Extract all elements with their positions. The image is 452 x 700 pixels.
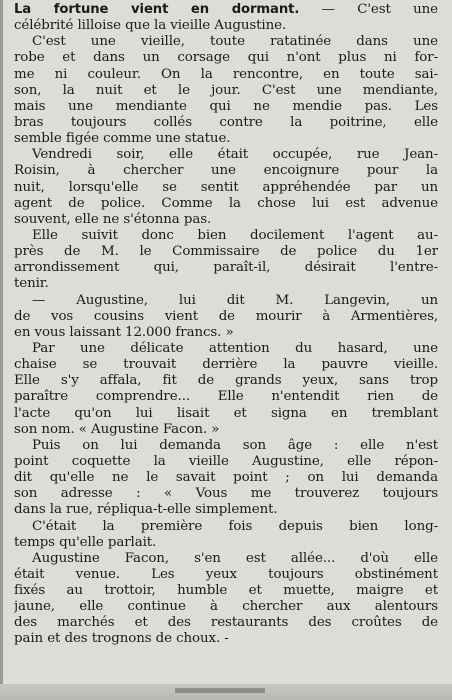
article-line: souvent, elle ne s'étonna pas. bbox=[14, 211, 212, 227]
article-line: Augustine Facon, s'en est allée... d'où elle bbox=[32, 550, 438, 566]
article-line: Puis on lui demanda son âge : elle n'est bbox=[32, 437, 438, 453]
article-line: Elle s'y affala, fit de grands yeux, sans trop bbox=[14, 373, 438, 389]
article-line: temps qu'elle parlait. bbox=[14, 534, 157, 550]
article-line: dans la rue, répliqua-t-elle simplement. bbox=[14, 502, 278, 518]
article-line: son nom. « Augustine Facon. » bbox=[14, 421, 220, 437]
bottom-rule-mark bbox=[175, 688, 265, 693]
article-line: Roisin, à chercher une encoignure pour la bbox=[14, 163, 438, 179]
article-line: tenir. bbox=[14, 276, 49, 292]
article-line: nuit, lorsqu'elle se sentit appréhendée par un bbox=[14, 179, 438, 195]
article-line: célébrité lilloise que la vieille Augustine. bbox=[14, 18, 287, 34]
article-line: était venue. Les yeux toujours obstinément bbox=[14, 566, 438, 582]
article-line: C'était la première fois depuis bien long- bbox=[32, 518, 438, 534]
article-line: dit qu'elle ne le savait point ; on lui demanda bbox=[14, 470, 438, 486]
article-line: son adresse : « Vous me trouverez toujours bbox=[14, 486, 438, 502]
article-line: chaise se trouvait derrière la pauvre vieille. bbox=[14, 357, 438, 373]
article-line: Vendredi soir, elle était occupée, rue Jean- bbox=[32, 147, 438, 163]
article-line: près de M. le Commissaire de police du 1er bbox=[14, 244, 438, 260]
article-line: arrondissement qui, paraît-il, désirait l'entre- bbox=[14, 260, 438, 276]
article-line: fixés au trottoir, humble et muette, maigre et bbox=[14, 583, 438, 599]
article-line bbox=[14, 2, 438, 18]
article-line: Par une délicate attention du hasard, une bbox=[32, 340, 438, 356]
article-line: l'acte qu'on lui lisait et signa en tremblant bbox=[14, 405, 438, 421]
article-line: paraître comprendre... Elle n'entendit rien de bbox=[14, 389, 438, 405]
article-line: — Augustine, lui dit M. Langevin, un bbox=[32, 292, 438, 308]
left-column-rule bbox=[0, 0, 3, 700]
article-line: robe et dans un corsage qui n'ont plus ni for- bbox=[14, 50, 438, 66]
article-line: bras toujours collés contre la poitrine, elle bbox=[14, 114, 438, 130]
article-line: des marchés et des restaurants des croûtes de bbox=[14, 615, 438, 631]
bottom-border-strip bbox=[0, 684, 452, 700]
article-line: agent de police. Comme la chose lui est advenue bbox=[14, 195, 438, 211]
article-column bbox=[14, 2, 438, 648]
article-line: me ni couleur. On la rencontre, en toute sai- bbox=[14, 66, 438, 82]
article-text-lead: — C'est une bbox=[321, 2, 438, 17]
article-line: jaune, elle continue à chercher aux alentours bbox=[14, 599, 438, 615]
article-line: point coquette la vieille Augustine, elle répon- bbox=[14, 453, 438, 469]
article-line: mais une mendiante qui ne mendie pas. Les bbox=[14, 98, 438, 114]
article-line: semble figée comme une statue. bbox=[14, 131, 231, 147]
article-line: son, la nuit et le jour. C'est une mendiante, bbox=[14, 82, 438, 98]
article-headline: La fortune vient en dormant. bbox=[14, 2, 300, 17]
article-line: de vos cousins vient de mourir à Armentières, bbox=[14, 308, 438, 324]
article-line: Elle suivit donc bien docilement l'agent au- bbox=[32, 227, 438, 243]
article-line: C'est une vieille, toute ratatinée dans une bbox=[32, 34, 438, 50]
article-line: pain et des trognons de choux. - bbox=[14, 631, 229, 647]
article-line: en vous laissant 12.000 francs. » bbox=[14, 324, 234, 340]
